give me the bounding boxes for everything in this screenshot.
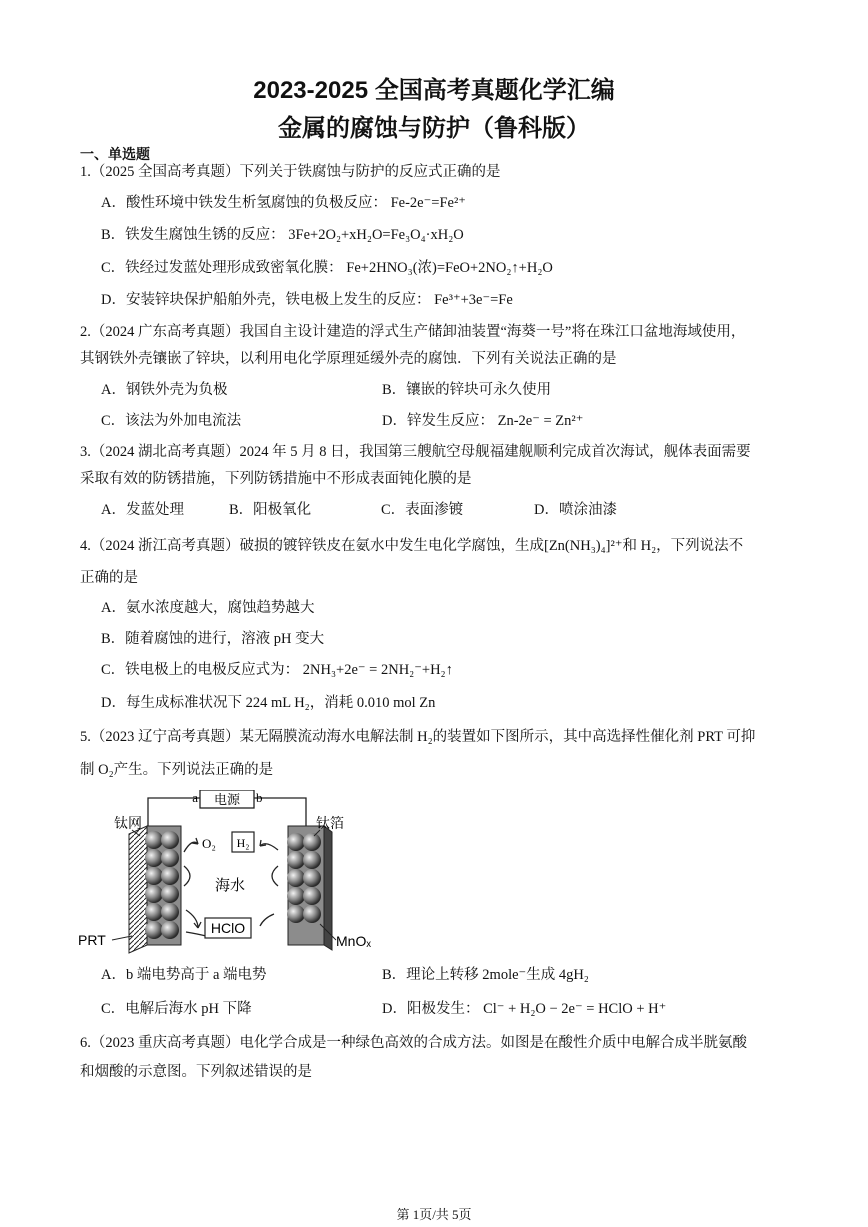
titanium-foil-label: 钛箔: [316, 817, 344, 832]
q1-option-a: A．酸性环境中铁发生析氢腐蚀的负极反应： Fe-2e⁻=Fe²⁺: [101, 195, 466, 211]
q5-stem-line1: 5.（2023 辽宁高考真题）某无隔膜流动海水电解法制 H₂的装置如下图所示，其中高选择性催化剂 PRT 可抑: [80, 729, 756, 745]
document-title-line2: 金属的腐蚀与防护（鲁科版）: [278, 115, 590, 142]
hclo-label: HClO: [210, 920, 246, 936]
q1-option-c: C．铁经过发蓝处理形成致密氧化膜： Fe+2HNO₃(浓)=FeO+2NO₂↑+H₂O: [101, 260, 553, 276]
mnox-label: MnOₓ: [336, 933, 371, 949]
q3-option-a: A．发蓝处理: [101, 502, 184, 518]
titanium-mesh-electrode: [129, 826, 147, 953]
section-heading: 一、单选题: [80, 146, 150, 162]
q5-option-c: C．电解后海水 pH 下降: [101, 1001, 252, 1017]
q4-option-b: B．随着腐蚀的进行，溶液 pH 变大: [101, 631, 325, 647]
titanium-mesh-label: 钛网: [114, 817, 142, 832]
q5-option-b: B．理论上转移 2mole⁻生成 4gH₂: [382, 967, 589, 983]
q3-option-d: D．喷涂油漆: [534, 502, 617, 518]
q1-option-b: B．铁发生腐蚀生锈的反应： 3Fe+2O₂+xH₂O=Fe₃O₄·xH₂O: [101, 227, 464, 243]
q4-option-a: A．氨水浓度越大，腐蚀趋势越大: [101, 600, 315, 616]
q1-stem: 1.（2025 全国高考真题）下列关于铁腐蚀与防护的反应式正确的是: [80, 164, 501, 180]
page-footer: 第 1页/共 5页: [396, 1207, 472, 1222]
q2-option-b: B．镶嵌的锌块可永久使用: [382, 382, 552, 398]
q2-stem-line1: 2.（2024 广东高考真题）我国自主设计建造的浮式生产储卸油装置“海葵一号”将在珠江口盆地海域使用，: [80, 324, 746, 340]
q1-option-d: D．安装锌块保护船舶外壳，铁电极上发生的反应： Fe³⁺+3e⁻=Fe: [101, 292, 513, 308]
q3-stem-line2: 采取有效的防锈措施，下列防锈措施中不形成表面钝化膜的是: [80, 471, 472, 487]
q4-stem-line1: 4.（2024 浙江高考真题）破损的镀锌铁皮在氨水中发生电化学腐蚀，生成[Zn(NH₃)₄]²⁺和 H₂，下列说法不: [80, 538, 744, 554]
q3-option-c: C．表面渗镀: [381, 502, 464, 518]
terminal-a-label: a: [192, 790, 198, 805]
q6-stem-line2: 和烟酸的示意图。下列叙述错误的是: [80, 1064, 312, 1080]
q5-stem-line2: 制 O₂产生。下列说法正确的是: [80, 762, 274, 778]
o2-label: O₂: [202, 836, 216, 851]
h2-label: H₂: [236, 836, 250, 850]
q5-option-a: A．b 端电势高于 a 端电势: [101, 967, 267, 983]
document-title-line1: 2023-2025 全国高考真题化学汇编: [253, 77, 615, 104]
seawater-label: 海水: [214, 878, 246, 894]
power-source-label: 电源: [213, 792, 241, 807]
prt-label: PRT: [78, 932, 106, 948]
q6-stem-line1: 6.（2023 重庆高考真题）电化学合成是一种绿色高效的合成方法。如图是在酸性介质中电解合成半胱氨酸: [80, 1035, 747, 1051]
electrolysis-diagram: [74, 790, 394, 955]
q5-option-d: D．阳极发生： Cl⁻ + H₂O − 2e⁻ = HClO + H⁺: [382, 1001, 667, 1017]
q2-option-c: C．该法为外加电流法: [101, 413, 242, 429]
q2-option-a: A．钢铁外壳为负极: [101, 382, 228, 398]
q3-option-b: B．阳极氧化: [229, 502, 312, 518]
q4-option-d: D．每生成标准状况下 224 mL H₂，消耗 0.010 mol Zn: [101, 695, 436, 711]
q2-option-d: D．锌发生反应： Zn-2e⁻ = Zn²⁺: [382, 413, 584, 429]
q4-stem-line2: 正确的是: [80, 570, 138, 586]
q2-stem-line2: 其钢铁外壳镶嵌了锌块，以利用电化学原理延缓外壳的腐蚀．下列有关说法正确的是: [80, 351, 617, 367]
terminal-b-label: b: [256, 790, 263, 805]
q4-option-c: C．铁电极上的电极反应式为： 2NH₃+2e⁻ = 2NH₂⁻+H₂↑: [101, 662, 453, 678]
q3-stem-line1: 3.（2024 湖北高考真题）2024 年 5 月 8 日，我国第三艘航空母舰福建舰顺利完成首次海试，舰体表面需要: [80, 444, 751, 460]
